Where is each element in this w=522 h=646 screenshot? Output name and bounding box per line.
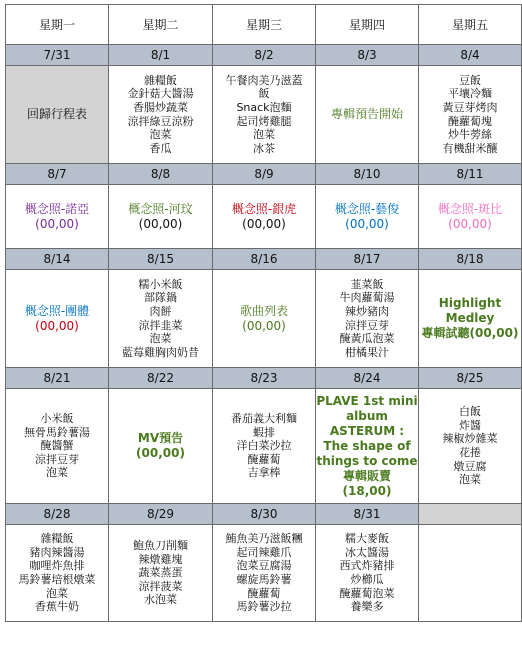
menu-item: 蔬菜蒸蛋 (138, 566, 183, 580)
menu-item: 涼拌菠菜 (138, 579, 183, 593)
date-row (6, 368, 522, 389)
date-cell-empty (419, 504, 522, 525)
menu-item: 豬肉辣醬湯 (29, 545, 85, 559)
menu-item: 醃醬蟹 (40, 439, 74, 453)
date-cell: 8/21 (6, 368, 109, 389)
menu-item: 平壤冷麵 (448, 87, 492, 101)
menu-cell (6, 525, 109, 622)
menu-item: 香瓜 (149, 141, 172, 155)
event-time: (00,00) (242, 318, 286, 333)
date-cell: 8/16 (213, 249, 316, 270)
event-title: 回歸行程表 (26, 107, 87, 121)
menu-item: 泡菜 (149, 128, 172, 142)
menu-item: 豆飯 (459, 73, 481, 87)
date-cell: 8/25 (419, 368, 522, 389)
menu-item: 燉豆腐 (453, 459, 487, 473)
event-time: (18,00) (342, 483, 392, 498)
menu-item: 有機甜米釀 (442, 141, 498, 155)
menu-item: 西式炸豬排 (339, 559, 395, 573)
date-cell: 7/31 (6, 45, 109, 66)
menu-item: 炒櫛瓜 (350, 573, 384, 586)
event-cell (316, 185, 419, 249)
menu-item: 午餐肉美乃滋蓋 (225, 73, 303, 87)
date-cell: 8/24 (316, 368, 419, 389)
event-time: (00,00) (35, 216, 79, 231)
content-row (6, 185, 522, 249)
menu-item: 涼拌豆芽 (345, 318, 389, 332)
menu-item: 花捲 (459, 446, 481, 459)
menu-item: 無骨馬鈴薯湯 (24, 425, 90, 439)
event-cell (316, 66, 419, 164)
weekday-header-row (6, 5, 522, 45)
event-title: ASTERUM : (329, 423, 405, 438)
menu-item: 螺旋馬鈴薯 (236, 573, 292, 586)
event-title: 概念照-團體 (24, 303, 90, 318)
event-title: Highlight (438, 296, 502, 310)
menu-item: 香蕉牛奶 (35, 600, 79, 614)
date-cell: 8/29 (109, 504, 213, 525)
date-row (6, 249, 522, 270)
date-cell: 8/14 (6, 249, 109, 270)
menu-item: 起司烤雞腿 (236, 114, 292, 128)
event-title: The shape of (323, 438, 411, 453)
event-time: (00,00) (345, 216, 389, 231)
empty-cell (419, 525, 522, 622)
event-cell (6, 185, 109, 249)
weekday-wed: 星期三 (213, 5, 316, 45)
menu-cell (213, 525, 316, 622)
menu-item: 泡菜 (253, 128, 275, 142)
event-title: 概念照-諾亞 (24, 201, 90, 216)
event-cell (109, 185, 213, 249)
content-row (6, 270, 522, 368)
menu-item: 柑橘果汁 (345, 345, 389, 359)
menu-item: 醃蘿蔔泡菜 (339, 586, 395, 600)
date-cell: 8/2 (213, 45, 316, 66)
weekday-tue: 星期二 (109, 5, 213, 45)
menu-item: 飯 (258, 87, 270, 101)
menu-cell (6, 389, 109, 504)
menu-item: 冰茶 (253, 141, 275, 155)
menu-cell (213, 389, 316, 504)
date-cell: 8/10 (316, 164, 419, 185)
menu-cell (109, 270, 213, 368)
menu-item: 醃黃瓜泡菜 (339, 332, 395, 346)
menu-item: 咖哩炸魚排 (29, 559, 85, 573)
menu-item: 番茄義大利麵 (231, 412, 297, 426)
menu-item: 藍莓雞胸肉奶昔 (122, 345, 199, 359)
menu-item: 水泡菜 (144, 593, 177, 607)
menu-item: 香腸炒蔬菜 (133, 100, 188, 114)
menu-cell (109, 66, 213, 164)
schedule-table (5, 4, 522, 622)
event-title: 歌曲列表 (239, 303, 288, 318)
event-title: MV預告 (137, 431, 184, 445)
event-title: 概念照-斑比 (437, 201, 503, 216)
event-cell (419, 185, 522, 249)
menu-item: 養樂多 (350, 600, 384, 614)
date-cell: 8/1 (109, 45, 213, 66)
date-row (6, 164, 522, 185)
weekday-mon: 星期一 (6, 5, 109, 45)
menu-item: 金針菇大醬湯 (127, 87, 194, 101)
content-row (6, 525, 522, 622)
event-time: (00,00) (138, 216, 183, 231)
date-cell: 8/31 (316, 504, 419, 525)
menu-item: 泡菜豆腐湯 (236, 559, 292, 573)
event-title: things to come (316, 453, 418, 468)
event-title: 專輯販賣 (342, 468, 391, 483)
menu-item: 小米飯 (40, 412, 74, 426)
date-cell: 8/9 (213, 164, 316, 185)
event-time: (00,00) (136, 446, 185, 460)
menu-cell (316, 525, 419, 622)
menu-cell (213, 66, 316, 164)
menu-item: 炒牛蒡絲 (448, 128, 492, 142)
date-cell: 8/17 (316, 249, 419, 270)
menu-item: 辣椒炒雜菜 (442, 432, 498, 446)
menu-item: 起司辣雞爪 (236, 545, 292, 559)
weekday-thu: 星期四 (316, 5, 419, 45)
menu-item: Snack泡麵 (236, 100, 292, 114)
menu-item: 辣燉雞塊 (138, 552, 183, 566)
event-title: PLAVE 1st mini (316, 393, 418, 408)
event-cell (213, 270, 316, 368)
date-cell: 8/3 (316, 45, 419, 66)
menu-item: 醃蘿蔔 (247, 586, 281, 600)
date-row (6, 45, 522, 66)
event-title: Medley (445, 311, 495, 325)
menu-item: 吉拿棒 (247, 466, 281, 480)
date-cell: 8/28 (6, 504, 109, 525)
weekday-fri: 星期五 (419, 5, 522, 45)
date-cell: 8/7 (6, 164, 109, 185)
event-time: (00,00) (448, 216, 492, 231)
menu-item: 白飯 (459, 405, 481, 419)
event-cell (419, 270, 522, 368)
event-title: 專輯預告開始 (330, 107, 403, 121)
menu-item: 炸醬 (459, 418, 481, 432)
menu-item: 部隊鍋 (144, 291, 177, 305)
event-title: 概念照-藝俊 (334, 201, 400, 216)
menu-item: 泡菜 (459, 473, 481, 487)
menu-item: 韮菜飯 (350, 277, 384, 291)
event-cell (109, 389, 213, 504)
menu-item: 糯大麥飯 (345, 532, 389, 546)
event-cell (6, 270, 109, 368)
menu-item: 鮑魚刀削麵 (133, 539, 188, 553)
menu-item: 涼拌韭菜 (138, 318, 183, 332)
menu-cell (109, 525, 213, 622)
date-cell: 8/23 (213, 368, 316, 389)
menu-item: 雜糧飯 (40, 532, 74, 546)
menu-cell (419, 389, 522, 504)
date-row (6, 504, 522, 525)
date-cell: 8/15 (109, 249, 213, 270)
event-title: 概念照-河玟 (128, 201, 193, 216)
date-cell: 8/8 (109, 164, 213, 185)
menu-item: 醃蘿蔔塊 (448, 114, 492, 128)
menu-item: 牛肉蘿蔔湯 (339, 291, 395, 305)
menu-item: 涼拌豆芽 (35, 452, 79, 466)
event-cell (6, 66, 109, 164)
event-title: 概念照-銀虎 (231, 201, 297, 216)
menu-cell (419, 66, 522, 164)
menu-item: 蝦排 (253, 425, 275, 439)
event-time: (00,00) (242, 216, 286, 231)
menu-item: 泡菜 (46, 466, 68, 480)
event-cell (213, 185, 316, 249)
menu-item: 醃蘿蔔 (247, 452, 281, 466)
menu-item: 馬鈴薯培根燉菜 (18, 573, 96, 586)
content-row (6, 66, 522, 164)
menu-item: 鮪魚美乃滋飯糰 (225, 532, 303, 546)
menu-item: 黃豆芽烤肉 (442, 100, 498, 114)
menu-cell (316, 270, 419, 368)
event-time: (00,00) (35, 318, 79, 333)
menu-item: 馬鈴薯沙拉 (236, 600, 292, 614)
menu-item: 洋白菜沙拉 (236, 439, 292, 453)
menu-item: 肉餅 (149, 304, 172, 318)
menu-item: 辣炒豬肉 (345, 304, 389, 318)
date-cell: 8/30 (213, 504, 316, 525)
date-cell: 8/22 (109, 368, 213, 389)
content-row (6, 389, 522, 504)
menu-item: 雜糧飯 (144, 73, 177, 87)
date-cell: 8/11 (419, 164, 522, 185)
menu-item: 涼拌綠豆涼粉 (127, 114, 194, 128)
menu-item: 冰太醬湯 (345, 545, 389, 559)
date-cell: 8/4 (419, 45, 522, 66)
event-title: album (346, 408, 388, 423)
menu-item: 泡菜 (149, 332, 172, 346)
menu-item: 泡菜 (46, 586, 68, 600)
date-cell: 8/18 (419, 249, 522, 270)
event-time: 專輯試聽(00,00) (421, 326, 519, 340)
event-cell (316, 389, 419, 504)
menu-item: 糯小米飯 (138, 277, 183, 291)
